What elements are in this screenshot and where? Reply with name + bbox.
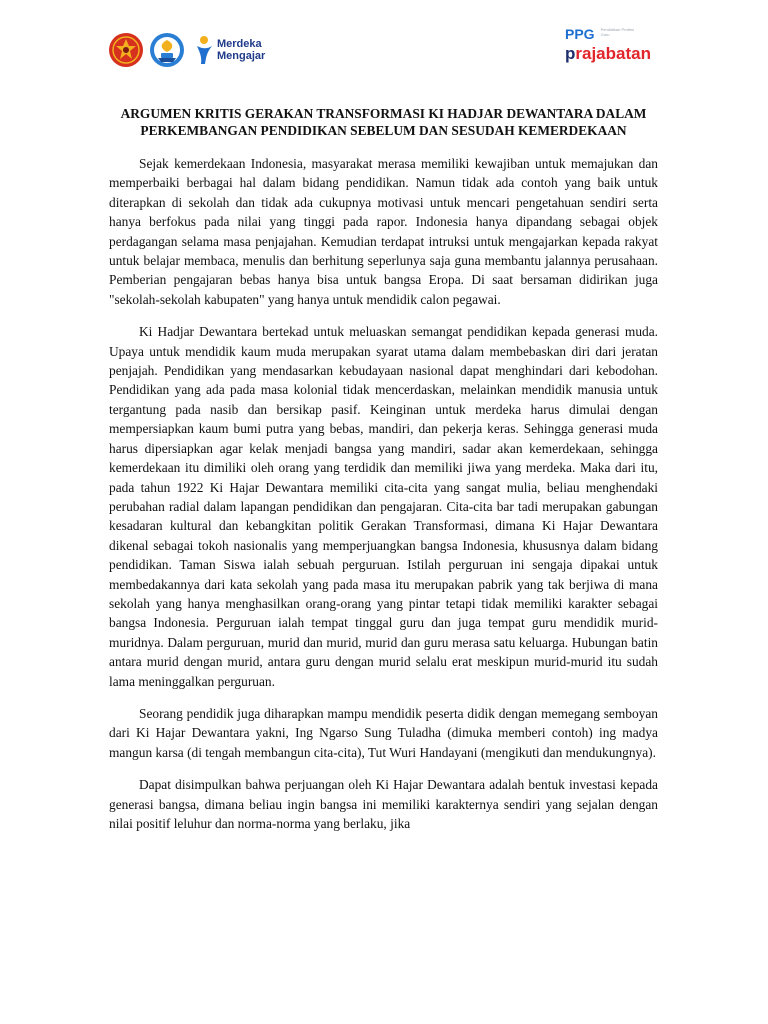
- paragraph: Sejak kemerdekaan Indonesia, masyarakat merasa memiliki kewajiban untuk memajukan dan memperbaiki berbagai hal dalam bidang pendidikan. Namun tidak ada contoh yang baik untuk diterapkan di sekolah dan tidak ada cukupnya motivasi untuk mencari pengetahuan sendiri serta hanya berfokus pada nilai yang tinggi pada rapor. Indonesia hanya dipandang sebagai objek perdagangan selama masa penjajahan. Kemudian terdapat intruksi untuk mengajarkan kepada rakyat untuk belajar membaca, menulis dan berhitung seperlunya saja guna membantu jalannya perusahaan. Pemberian pengajaran bebas hanya bisa untuk bangsa Eropa. Di saat bersaman didirikan juga "sekolah-sekolah kabupaten" yang hanya untuk mendidik calon pegawai.: [109, 156, 658, 307]
- university-emblem-icon: [108, 32, 144, 68]
- tut-wuri-handayani-icon: [149, 32, 185, 68]
- merdeka-line2: Mengajar: [217, 50, 266, 62]
- document-title: ARGUMEN KRITIS GERAKAN TRANSFORMASI KI HADJAR DEWANTARA DALAM PERKEMBANGAN PENDIDIKAN SEBELUM DAN SESUDAH KEMERDEKAAN: [120, 106, 647, 138]
- paragraph: Dapat disimpulkan bahwa perjuangan oleh Ki Hajar Dewantara adalah bentuk investasi kepada generasi bangsa, dimana beliau ingin bangsa ini memiliki karakternya sendiri yang sejalan dengan nilai positif leluhur dan norma-norma yang berlaku, jika: [109, 777, 658, 831]
- ppg-prajabatan-logo: [565, 26, 665, 66]
- paragraph: Ki Hadjar Dewantara bertekad untuk meluaskan semangat pendidikan kepada generasi muda. Upaya untuk mendidik kaum muda merupakan syarat utama dalam membebaskan diri dari jeratan penjajah. Pendidikan yang mendasarkan kebudayaan nasional dapat menghindari dari kebodohan. Pendidikan yang ada pada masa kolonial tidak mencerdaskan, melainkan mendidik manusia untuk tergantung pada nasib dan bersikap pasif. Keinginan untuk merdeka harus dimulai dengan mempersiapkan kaum bumi putra yang bebas, mandiri, dan pekerja keras. Sehingga generasi muda harus dipersiapkan agar kelak menjadi bangsa yang mandiri, sadar akan kemerdekaan, sehingga kemerdekaan itu dimiliki oleh orang yang terdidik dan memiliki jiwa yang merdeka. Maka dari itu, pada tahun 1922 Ki Hajar Dewantara memiliki cita-cita yang sangat mulia, beliau menghendaki perubahan radial dalam lapangan pendidikan dan pengajaran. Cita-cita bar tadi merupakan gabungan kesadaran kultural dan kebangkitan politik Gerakan Transformasi, dimana Ki Hajar Dewantara dikenal sebagai tokoh nasionalis yang memperjuangkan bangsa Indonesia, khususnya dalam bidang pendidikan. Taman Siswa ialah sebuah perguruan. Istilah perguruan ini sengaja dipakai untuk membedakannya dari kata sekolah yang pada masa itu merupakan pabrik yang tak berjiwa di mana sekolah yang hanya menghasilkan orang-orang yang pintar tetapi tidak memiliki karakter sebagai bangsa Indonesia. Perguruan ialah tempat tinggal guru dan juga tempat guru mendidik murid-muridnya. Dalam perguruan, murid dan murid, murid dan guru merasa satu keluarga. Hubungan batin antara murid dengan murid, antara guru dengan murid selalu erat meskipun murid-murid itu sudah lama meninggalkan perguruan.: [109, 324, 658, 689]
- merdeka-mengajar-logo: [194, 35, 265, 65]
- document-header: [0, 0, 768, 90]
- ppg-word: PPG: [565, 26, 595, 42]
- document-body: [109, 105, 658, 846]
- paragraph: Seorang pendidik juga diharapkan mampu mendidik peserta didik dengan memegang semboyan dari Ki Hajar Dewantara yakni, Ing Ngarso Sung Tuladha (dimuka memberi contoh) ing madya mangun karsa (di tengah membangun cita-cita), Tut Wuri Handayani (mengikuti dan mendukungnya).: [109, 705, 658, 760]
- ppg-subtext: Pendidikan Profesi Guru: [600, 27, 634, 37]
- logo-group: [108, 30, 265, 70]
- ppg-brand-rest: rajabatan: [575, 44, 651, 63]
- merdeka-mengajar-text: [217, 38, 265, 62]
- merdeka-line1: Merdeka: [217, 38, 262, 50]
- ppg-brand-p: p: [565, 44, 576, 63]
- merdeka-mengajar-icon: [194, 35, 214, 65]
